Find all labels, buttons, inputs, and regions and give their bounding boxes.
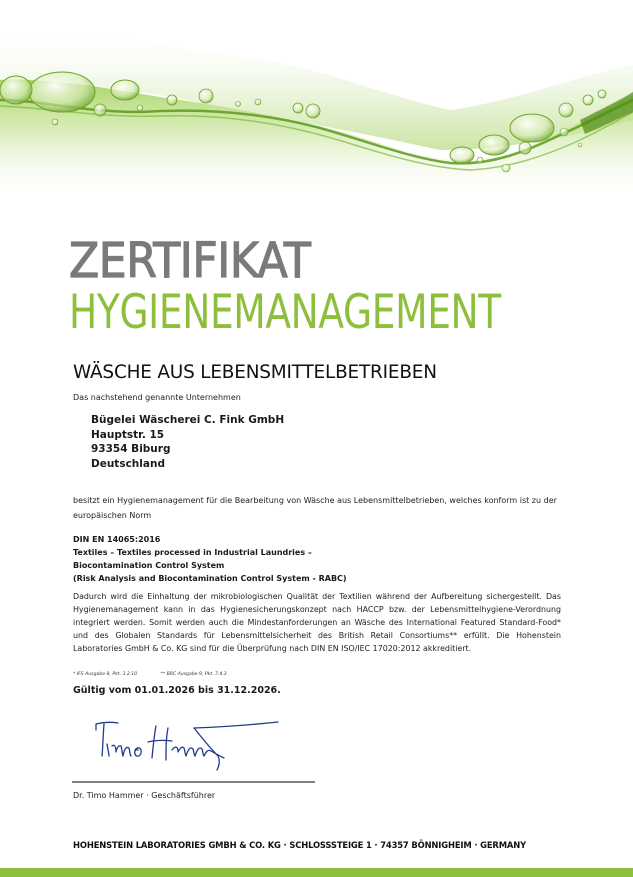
company-city: 93354 Biburg xyxy=(91,443,171,455)
conformity-text: besitzt ein Hygienemanagement für die Bearbeitung von Wäsche aus Lebensmittelbetrieben, welches konform ist zu der europäischen Norm xyxy=(73,496,557,520)
description-text: Dadurch wird die Einhaltung der mikrobiologischen Qualität der Textilien während der Aufbereitung sichergestellt. Das Hygienemanagement kann in das Hygienesicherungskonzept nach HACCP bzw. der Lebensmittelhygiene-Verordnung integriert werden. Somit werden auch die Mindestanforderungen an Wäsche des International Featured Standard-Food* und des Globalen Standards für Lebensmittelsicherheit des British Retail Consortiums** erfüllt. Die Hohenstein Laboratories GmbH & Co. KG sind für die Überprüfung nach DIN EN ISO/IEC 17020:2012 akkreditiert. xyxy=(73,592,561,653)
certificate-title: ZERTIFIKAT xyxy=(69,233,311,289)
handwritten-signature xyxy=(90,716,280,776)
footnote-ifs: * IFS Ausgabe 8, Pkt. 3.2.10 xyxy=(73,672,138,677)
signature-line xyxy=(72,781,315,783)
norm-block xyxy=(73,533,347,585)
company-address-block xyxy=(91,413,284,471)
company-street: Hauptstr. 15 xyxy=(91,428,165,441)
footnote-brc: ** BRC Ausgabe 9, Pkt. 7.4.3 xyxy=(160,672,227,677)
signer-name-title: Dr. Timo Hammer · Geschäftsführer xyxy=(73,791,216,800)
norm-title-line-3: (Risk Analysis and Biocontamination Control System - RABC) xyxy=(73,574,347,583)
norm-title-line-1: Textiles – Textiles processed in Industrial Laundries – xyxy=(73,548,312,557)
green-water-wave-image xyxy=(0,0,633,200)
company-country: Deutschland xyxy=(91,457,165,470)
footnotes xyxy=(73,672,249,678)
footer-green-bar xyxy=(0,868,633,877)
norm-title-line-2: Biocontamination Control System xyxy=(73,561,225,570)
certificate-heading: WÄSCHE AUS LEBENSMITTELBETRIEBEN xyxy=(73,361,437,383)
company-name: Bügelei Wäscherei C. Fink GmbH xyxy=(91,414,285,426)
certificate-subtitle: HYGIENEMANAGEMENT xyxy=(69,285,501,340)
validity-period: Gültig vom 01.01.2026 bis 31.12.2026. xyxy=(73,685,281,696)
intro-text: Das nachstehend genannte Unternehmen xyxy=(73,393,241,402)
norm-code: DIN EN 14065:2016 xyxy=(73,535,161,544)
footer-address: HOHENSTEIN LABORATORIES GMBH & CO. KG · SCHLOSSSTEIGE 1 · 74357 BÖNNIGHEIM · GERMANY xyxy=(73,840,527,850)
